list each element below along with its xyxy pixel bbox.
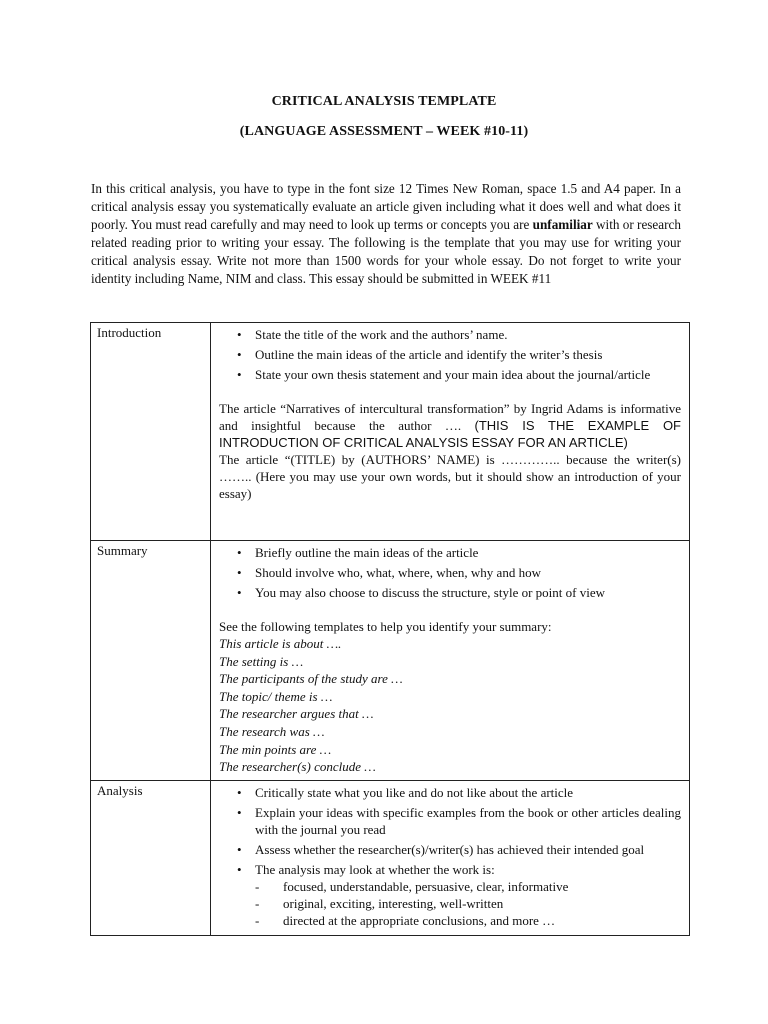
intro-paragraph bbox=[91, 180, 681, 288]
introduction-example bbox=[219, 400, 681, 502]
list-item bbox=[219, 346, 681, 363]
dash-icon: - bbox=[255, 912, 260, 928]
bullet-text: State the title of the work and the authors’ name. bbox=[255, 327, 508, 342]
analysis-dash-list bbox=[219, 878, 681, 929]
bullet-text: Explain your ideas with specific examples from the book or other articles dealing with the journal you read bbox=[255, 804, 681, 837]
section-label-analysis: Analysis bbox=[91, 780, 211, 935]
summary-lead: See the following templates to help you identify your summary: bbox=[219, 619, 552, 634]
list-item bbox=[219, 804, 681, 838]
bullet-icon: • bbox=[237, 545, 242, 560]
intro-bold-word: unfamiliar bbox=[532, 217, 593, 232]
dash-text: directed at the appropriate conclusions, and more … bbox=[283, 912, 556, 928]
list-item bbox=[235, 895, 681, 912]
example-text: The article “Narratives of intercultural transformation” by Ingrid Adams is informative and insightful because the author …. bbox=[219, 401, 681, 433]
list-item bbox=[219, 861, 681, 878]
summary-template-line: The participants of the study are … bbox=[219, 671, 403, 687]
bullet-text: State your own thesis statement and your main idea about the journal/article bbox=[255, 367, 651, 382]
intro-text-a: In this critical analysis, you have to type in the font size 12 Times New Roman, space 1.5 and A4 paper. In a critical analysis essay you systematically evaluate an article given including what it does well and what does it poorly. You must read carefully and may need to look up terms or concepts you are bbox=[91, 181, 681, 232]
introduction-bullet-list bbox=[219, 326, 681, 383]
summary-template-line: The researcher(s) conclude … bbox=[219, 759, 376, 775]
bullet-icon: • bbox=[237, 367, 242, 382]
dash-text: focused, understandable, persuasive, clear, informative bbox=[283, 878, 569, 894]
intro-text-b: with or research related reading prior to writing your essay. The following is the template that you may use for writing your critical analysis essay. Write not more than 1500 words for your whole essay. Do not forget to write your identity including Name, NIM and class. This essay should be submitted in WEEK #11 bbox=[91, 217, 681, 286]
list-item bbox=[219, 326, 681, 343]
section-label-summary: Summary bbox=[91, 541, 211, 781]
summary-template-line: The topic/ theme is … bbox=[219, 688, 333, 704]
bullet-text: Critically state what you like and do not like about the article bbox=[255, 784, 574, 800]
list-item bbox=[219, 841, 681, 858]
table-row-introduction bbox=[91, 323, 690, 541]
section-body-introduction bbox=[211, 323, 690, 541]
list-item bbox=[219, 544, 681, 561]
dash-icon: - bbox=[255, 895, 260, 911]
bullet-text: Briefly outline the main ideas of the article bbox=[255, 545, 479, 560]
section-body-analysis bbox=[211, 780, 690, 935]
list-item bbox=[219, 564, 681, 581]
bullet-text: The analysis may look at whether the work is: bbox=[255, 861, 495, 877]
summary-template-line: This article is about …. bbox=[219, 636, 342, 651]
bullet-icon: • bbox=[237, 784, 242, 800]
list-item bbox=[219, 366, 681, 383]
example-note: (THIS IS THE EXAMPLE OF INTRODUCTION OF CRITICAL ANALYSIS ESSAY FOR AN ARTICLE) bbox=[219, 418, 682, 450]
example-template: The article “(TITLE) by (AUTHORS’ NAME) is ………….. because the writer(s) …….. (Here you may use your own words, but it should show an introduction of your essay) bbox=[219, 452, 681, 501]
table-row-summary bbox=[91, 541, 690, 781]
bullet-icon: • bbox=[237, 347, 242, 362]
document-subtitle: (LANGUAGE ASSESSMENT – WEEK #10-11) bbox=[239, 124, 529, 139]
list-item bbox=[219, 784, 681, 801]
summary-template-line: The setting is … bbox=[219, 653, 304, 669]
list-item bbox=[235, 912, 681, 929]
dash-text: original, exciting, interesting, well-written bbox=[283, 895, 504, 911]
bullet-icon: • bbox=[237, 841, 242, 857]
summary-template-line: The min points are … bbox=[219, 741, 332, 757]
bullet-text: You may also choose to discuss the structure, style or point of view bbox=[255, 585, 605, 600]
bullet-icon: • bbox=[237, 861, 242, 877]
bullet-icon: • bbox=[237, 565, 242, 580]
dash-icon: - bbox=[255, 878, 260, 894]
bullet-text: Should involve who, what, where, when, why and how bbox=[255, 565, 541, 580]
summary-bullet-list bbox=[219, 544, 681, 601]
bullet-text: Assess whether the researcher(s)/writer(s) has achieved their intended goal bbox=[255, 841, 645, 857]
analysis-bullet-list bbox=[219, 784, 681, 878]
document-title: CRITICAL ANALYSIS TEMPLATE bbox=[271, 94, 497, 109]
bullet-icon: • bbox=[237, 327, 242, 342]
template-table bbox=[90, 322, 690, 936]
summary-template-line: The researcher argues that … bbox=[219, 706, 374, 722]
table-row-analysis bbox=[91, 780, 690, 935]
section-body-summary bbox=[211, 541, 690, 781]
summary-template-line: The research was … bbox=[219, 723, 325, 739]
bullet-text: Outline the main ideas of the article and identify the writer’s thesis bbox=[255, 347, 603, 362]
bullet-icon: • bbox=[237, 804, 242, 820]
list-item bbox=[219, 584, 681, 601]
bullet-icon: • bbox=[237, 585, 242, 600]
list-item bbox=[235, 878, 681, 895]
section-label-introduction: Introduction bbox=[91, 323, 211, 541]
